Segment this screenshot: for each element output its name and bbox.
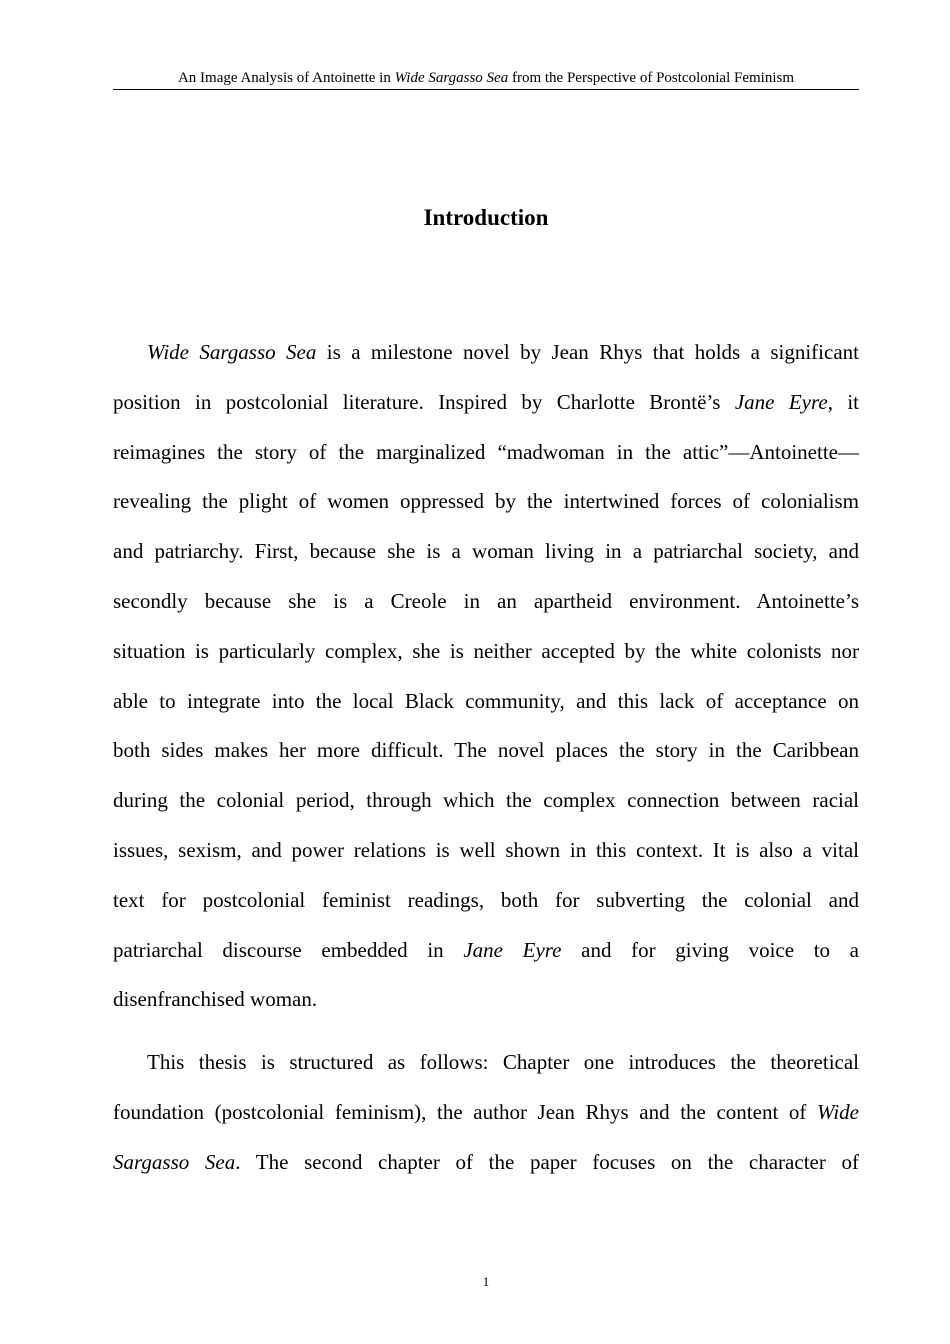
text-line: text for postcolonial feminist readings, both for subverting the colonial and [113,887,859,912]
text-line: revealing the plight of women oppressed by the intertwined forces of colonialism [113,489,859,514]
page-title: Introduction [423,205,549,230]
paragraph-1 [113,328,859,1025]
page-number: 1 [482,1274,490,1289]
header-italic-title: Wide Sargasso Sea [394,70,509,86]
novel-title-italic: Wide [817,1099,859,1124]
text-line: able to integrate into the local Black community, and this lack of acceptance on [113,688,859,713]
novel-title-italic: Jane Eyre [734,389,828,414]
text-line: disenfranchised woman. [113,987,318,1012]
text-line: Sargasso Sea. The second chapter of the paper focuses on the character of [113,1149,859,1174]
running-header [113,68,859,90]
header-prefix: An Image Analysis of Antoinette in [177,70,395,86]
header-suffix: from the Perspective of Postcolonial Feminism [508,70,795,86]
text-line: situation is particularly complex, she is neither accepted by the white colonists nor [113,638,859,663]
text-line: during the colonial period, through which the complex connection between racial [113,788,859,813]
text-line: foundation (postcolonial feminism), the author Jean Rhys and the content of Wide [113,1099,859,1124]
paragraph-2 [113,1038,859,1187]
text-line: position in postcolonial literature. Inspired by Charlotte Brontë’s Jane Eyre, it [113,389,859,414]
novel-title-italic: Wide Sargasso Sea [147,340,317,364]
novel-title-italic: Sargasso Sea [113,1149,236,1174]
text-line: This thesis is structured as follows: Chapter one introduces the theoretical [147,1050,859,1074]
text-line: Wide Sargasso Sea is a milestone novel by Jean Rhys that holds a significant [147,340,859,364]
text-line: and patriarchy. First, because she is a woman living in a patriarchal society, and [113,539,859,564]
text-line: secondly because she is a Creole in an apartheid environment. Antoinette’s [113,588,859,613]
text-line: reimagines the story of the marginalized “madwoman in the attic”—Antoinette— [113,439,859,464]
text-line: both sides makes her more difficult. The novel places the story in the Caribbean [113,738,859,763]
novel-title-italic: Jane Eyre [463,937,562,962]
text-line: issues, sexism, and power relations is well shown in this context. It is also a vital [113,837,859,862]
text-line: patriarchal discourse embedded in Jane Eyre and for giving voice to a [113,937,859,962]
